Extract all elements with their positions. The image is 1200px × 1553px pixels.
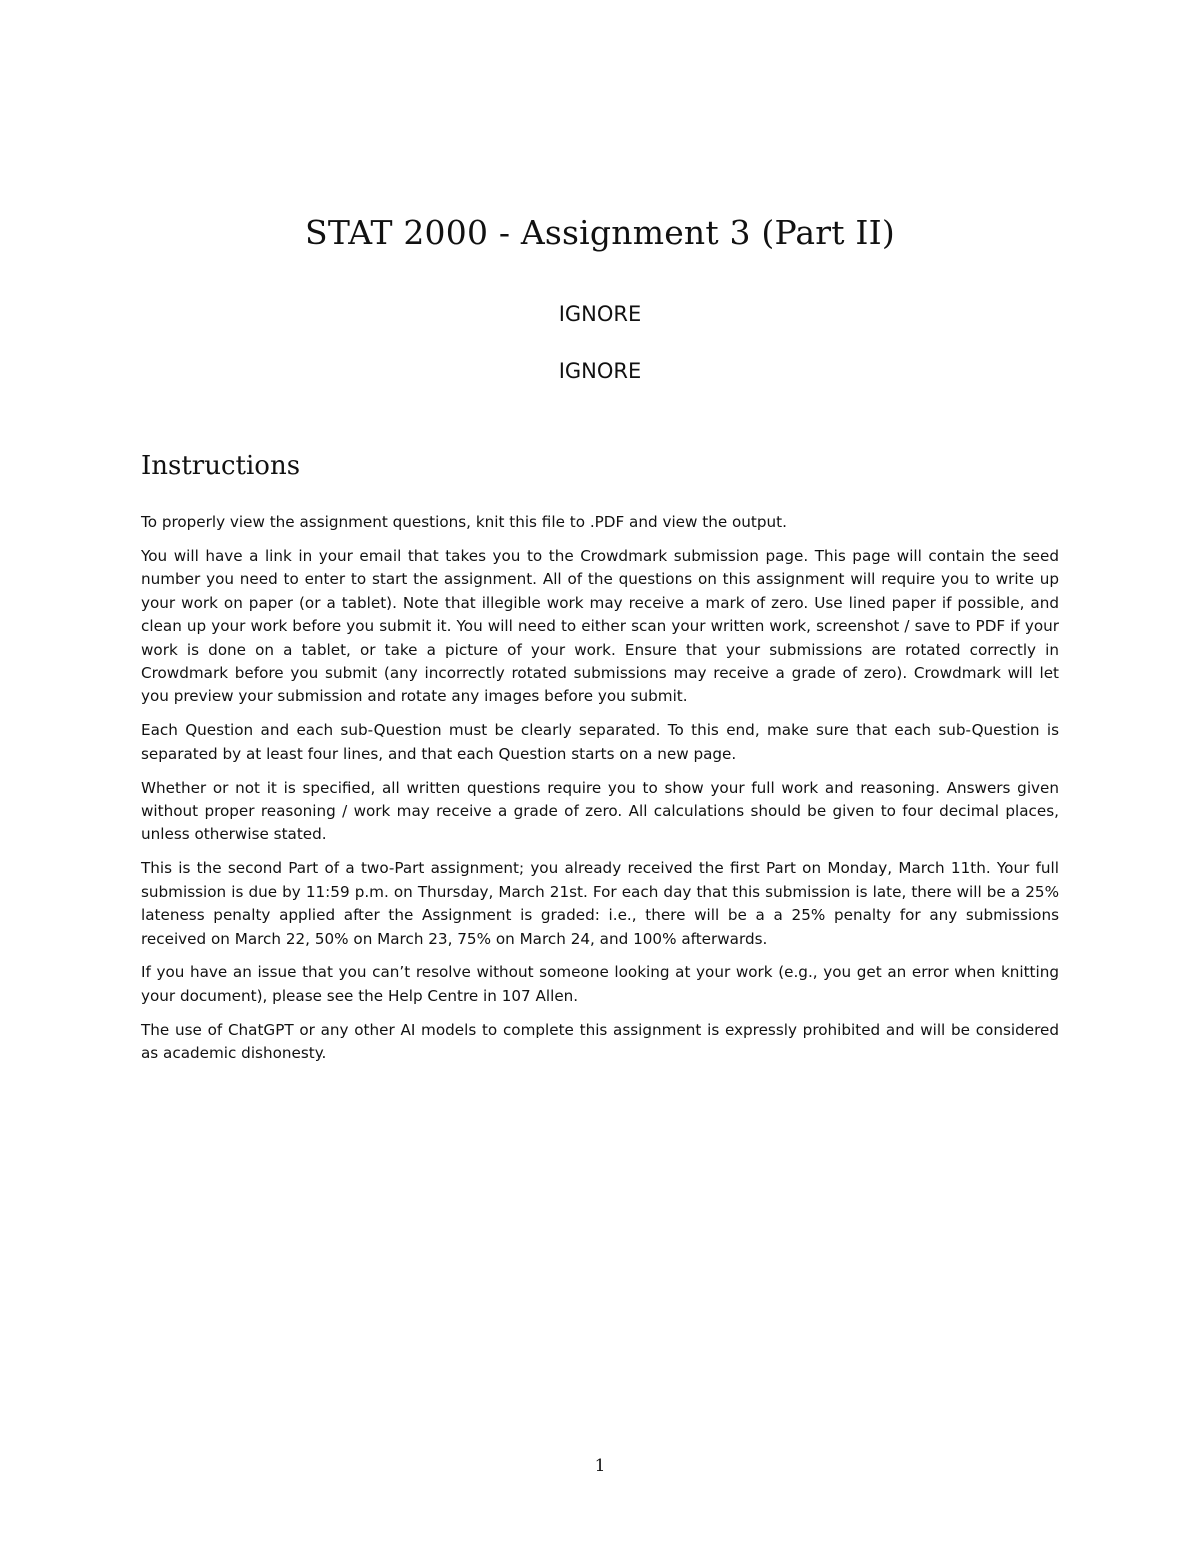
instructions-body — [141, 511, 1059, 1076]
document-author: IGNORE — [558, 302, 642, 326]
paragraph-crowdmark-submission: You will have a link in your email that takes you to the Crowdmark submission page. This page will contain the seed number you need to enter to start the assignment. All of the questions on this assignment will require you to write up your work on paper (or a tablet). Note that illegible work may receive a mark of zero. Use lined paper if possible, and clean up your work before you submit it. You will need to either scan your written work, screenshot / save to PDF if your work is done on a tablet, or take a picture of your work. Ensure that your submissions are rotated correctly in Crowdmark before you submit (any incorrectly rotated submissions may receive a grade of zero). Crowdmark will let you preview your submission and rotate any images before you submit. — [141, 546, 1059, 706]
section-heading-instructions: Instructions — [141, 451, 301, 481]
paragraph-knit-instructions: To properly view the assignment questions, knit this file to .PDF and view the output. — [141, 513, 787, 531]
page-number: 1 — [594, 1456, 606, 1476]
paragraph-help-centre: If you have an issue that you can’t resolve without someone looking at your work (e.g., you get an error when knitting your document), please see the Help Centre in 107 Allen. — [141, 963, 1059, 1005]
paragraph-ai-policy: The use of ChatGPT or any other AI models to complete this assignment is expressly prohibited and will be considered as academic dishonesty. — [141, 1020, 1059, 1063]
document-title: STAT 2000 - Assignment 3 (Part II) — [305, 213, 895, 252]
document-date: IGNORE — [558, 359, 642, 383]
paragraph-question-separation: Each Question and each sub-Question must be clearly separated. To this end, make sure that each sub-Question is separated by at least four lines, and that each Question starts on a new page. — [141, 721, 1059, 763]
paragraph-show-work: Whether or not it is specified, all written questions require you to show your full work and reasoning. Answers given without proper reasoning / work may receive a grade of zero. All calculations should be given to four decimal places, unless otherwise stated. — [141, 778, 1059, 844]
paragraph-due-date-penalty: This is the second Part of a two-Part assignment; you already received the first Part on Monday, March 11th. Your full submission is due by 11:59 p.m. on Thursday, March 21st. For each day that this submission is late, there will be a 25% lateness penalty applied after the Assignment is graded: i.e., there will be a a 25% penalty for any submissions received on March 22, 50% on March 23, 75% on March 24, and 100% afterwards. — [141, 859, 1059, 948]
